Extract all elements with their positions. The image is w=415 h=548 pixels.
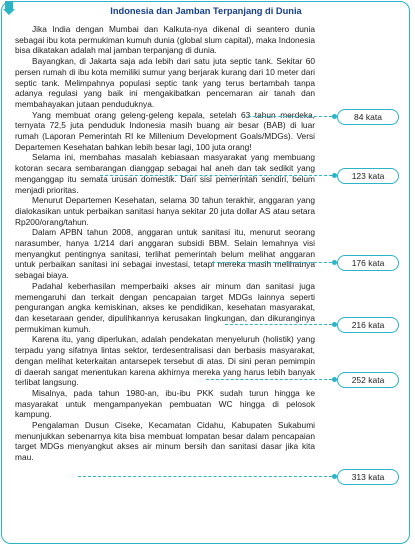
word-count-badge: 252 kata xyxy=(337,372,399,388)
marker-line xyxy=(206,379,332,380)
word-count-badge: 313 kata xyxy=(337,469,399,485)
paragraph: Jika India dengan Mumbai dan Kalkuta-nya dikenal di seantero dunia sebagai ibu kota permukiman kumuh dunia (global slum capital), maka Indonesia bisa dikatakan adalah mal jamban terpanjang di dunia. xyxy=(15,24,315,56)
corner-arrow-icon xyxy=(3,0,15,16)
paragraph: Karena itu, yang diperlukan, adalah pendekatan menyeluruh (holistik) yang terpadu yang sifatnya lintas sektor, terdesentralisasi dan berbasis masyarakat, dengan melihat keterkaitan antarsepek tersebut di atas. Di sini peran pemimpin di daerah sangat menentukan karena akhirnya mereka yang harus lebih banyak terlibat langsung. xyxy=(15,334,315,388)
word-count-badge: 216 kata xyxy=(337,317,399,333)
paragraph: Pengalaman Dusun Ciseke, Kecamatan Cidahu, Kabupaten Sukabumi menunjukkan sebenarnya kita bisa membuat lompatan besar dalam pencapaian target MDGs menyangkut akses air minum bersih dan sanitasi dasar jika kita mau. xyxy=(15,420,315,463)
paragraph: Selama ini, membahas masalah kebiasaan masyarakat yang membuang kotoran secara sembarangan dianggap sebagai hal aneh dan tak sedikit yang menganggap itu semata urusan domestik. Dari sisi pemerintah sendiri, belum menjadi prioritas. xyxy=(15,152,315,195)
word-count-badge: 176 kata xyxy=(337,255,399,271)
marker-line xyxy=(78,476,332,477)
paragraph: Bayangkan, di Jakarta saja ada lebih dari satu juta septic tank. Sekitar 60 persen rumah di ibu kota memiliki sumur yang berjarak kurang dari 10 meter dari septic tank. Melimpahnya populasi septic tank yang terus bertambah tanpa adanya regulasi yang baik ini mengakibatkan pencemaran air tanah dan membahayakan jutaan penduduknya. xyxy=(15,56,315,109)
marker-line xyxy=(100,175,332,176)
word-count-badge: 123 kata xyxy=(337,168,399,184)
paragraph: Dalam APBN tahun 2008, anggaran untuk sanitasi itu, menurut seorang narasumber, hanya 1/214 dari anggaran subsidi BBM. Selain lemahnya visi menyangkut pentingnya sanitasi, terlihat pemerintah belum melihat anggaran untuk perbaikan sanitasi ini sebagai investasi, tetapi mereka masih melihatnya sebagai biaya. xyxy=(15,227,315,281)
article-body xyxy=(15,24,315,463)
marker-line xyxy=(212,262,332,263)
marker-line xyxy=(225,324,332,325)
paragraph: Misalnya, pada tahun 1980-an, ibu-ibu PKK sudah turun hingga ke masyarakat untuk mengampanyekan pembuatan WC hingga di pelosok kampung. xyxy=(15,387,315,420)
marker-line xyxy=(248,116,332,117)
word-count-badge: 84 kata xyxy=(337,109,399,125)
paragraph: Padahal keberhasilan memperbaiki akses air minum dan sanitasi juga memengaruhi dan terkait dengan pencapaian target MDGs lainnya seperti pengurangan angka kemiskinan, akses ke pendidikan, kesehatan masyarakat, dan kesetaraan gender, dipulihkannya kerusakan lingkungan, dan dikuranginya permukiman kumuh. xyxy=(15,280,315,334)
paragraph: Menurut Departemen Kesehatan, selama 30 tahun terakhir, anggaran yang dialokasikan untuk perbaikan sanitasi hanya sekitar 20 juta dollar AS atau setara Rp200/orang/tahun. xyxy=(15,195,315,227)
paragraph: Yang membuat orang geleng-geleng kepala, setelah 63 tahun merdeka, ternyata 72,5 juta penduduk Indonesia masih buang air besar (BAB) di luar rumah (Laporan Pemerintah RI ke Millenium Development Goals/MDGs). Versi Departemen Kesehatan bahkan lebih besar lagi, 100 juta orang! xyxy=(15,109,315,152)
article-title: Indonesia dan Jamban Terpanjang di Dunia xyxy=(110,6,302,16)
